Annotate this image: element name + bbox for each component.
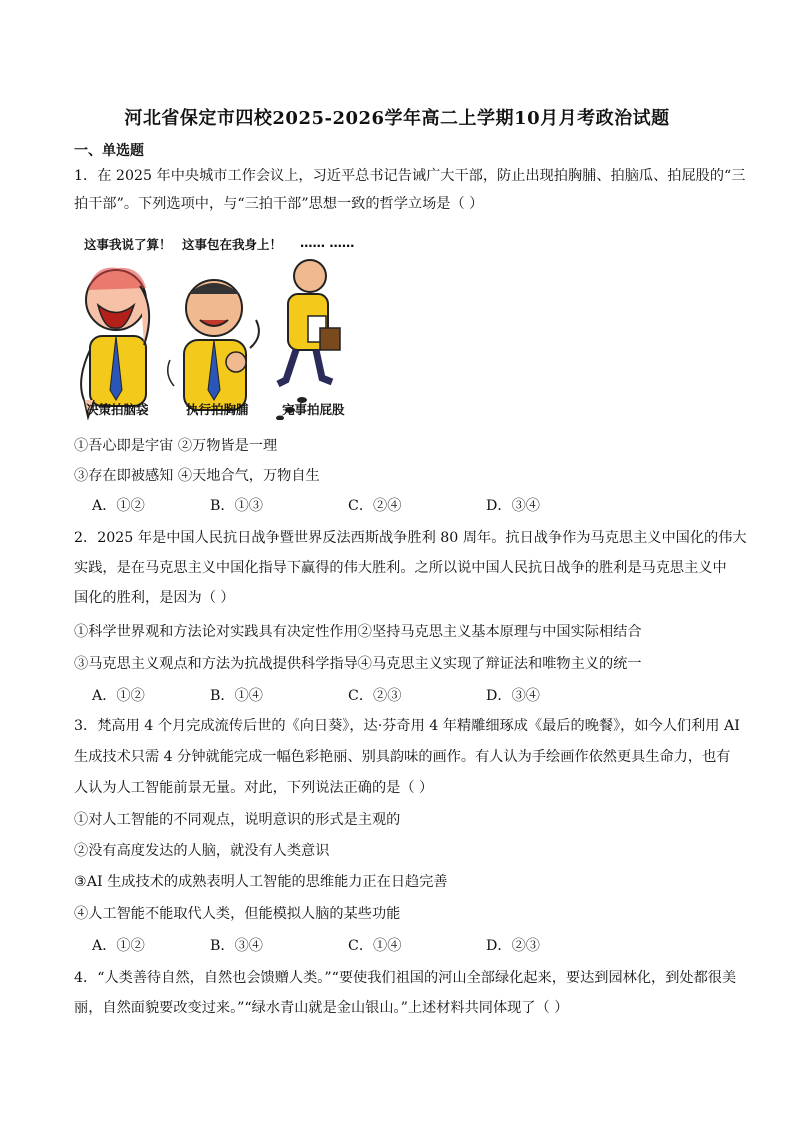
cartoon-caption-3: 完事拍屁股 — [282, 402, 345, 417]
q1-stem-line1: 1．在 2025 年中央城市工作会议上，习近平总书记告诫广大干部，防止出现拍胸脯、拍脑瓜、拍屁股的“三 — [74, 168, 746, 184]
cartoon-speech-right: …… …… — [300, 235, 355, 250]
q4-stem-line1: 4．“人类善待自然，自然也会馈赠人类。”“要使我们祖国的河山全部绿化起来，要达到园林化，到处都很美 — [74, 970, 737, 986]
q3-option-b[interactable]: B．③④ — [210, 938, 263, 954]
cartoon-figures — [74, 250, 364, 420]
q3-statement-2: ②没有高度发达的人脑，就没有人类意识 — [74, 843, 330, 859]
q2-option-c[interactable]: C．②③ — [348, 688, 402, 704]
q3-option-d[interactable]: D．②③ — [486, 938, 540, 954]
q1-cartoon-illustration — [74, 230, 364, 420]
q1-option-d[interactable]: D．③④ — [486, 498, 540, 514]
q2-option-b[interactable]: B．①④ — [210, 688, 263, 704]
q2-statement-2: ③马克思主义观点和方法为抗战提供科学指导④马克思主义实现了辩证法和唯物主义的统一 — [74, 656, 642, 672]
q1-option-c[interactable]: C．②④ — [348, 498, 402, 514]
q1-statement-2: ③存在即被感知 ④天地合气，万物自生 — [74, 468, 320, 484]
q3-option-c[interactable]: C．①④ — [348, 938, 402, 954]
q1-stem-line2: 拍干部”。下列选项中，与“三拍干部”思想一致的哲学立场是（ ） — [74, 196, 484, 212]
q2-stem-line3: 国化的胜利，是因为（ ） — [74, 590, 235, 606]
cartoon-caption-1: 决策拍脑袋 — [86, 402, 149, 417]
page-title: 河北省保定市四校2025-2026学年高二上学期10月月考政治试题 — [124, 108, 670, 129]
q2-stem-line1: 2．2025 年是中国人民抗日战争暨世界反法西斯战争胜利 80 周年。抗日战争作为马克思主义中国化的伟大 — [74, 530, 747, 546]
q3-statement-1: ①对人工智能的不同观点，说明意识的形式是主观的 — [74, 812, 401, 828]
q3-statement-4: ④人工智能不能取代人类，但能模拟人脑的某些功能 — [74, 906, 401, 922]
q3-option-a[interactable]: A．①② — [92, 938, 145, 954]
q2-option-a[interactable]: A．①② — [92, 688, 145, 704]
q3-stem-line2: 生成技术只需 4 分钟就能完成一幅色彩艳丽、别具韵味的画作。有人认为手绘画作依然更具生命力，也有 — [74, 749, 731, 765]
cartoon-caption-2: 执行拍胸脯 — [186, 402, 249, 417]
q1-option-a[interactable]: A．①② — [92, 498, 145, 514]
q3-stem-line1: 3．梵高用 4 个月完成流传后世的《向日葵》，达·芬奇用 4 年精雕细琢成《最后的晚餐》，如今人们利用 AI — [74, 718, 740, 734]
section-heading: 一、单选题 — [74, 143, 144, 159]
cartoon-figure-brain — [81, 267, 149, 418]
cartoon-figure-chest — [168, 280, 259, 410]
q3-statement-3: ③AI 生成技术的成熟表明人工智能的思维能力正在日趋完善 — [74, 874, 448, 890]
cartoon-figure-walking — [276, 260, 340, 420]
q2-option-d[interactable]: D．③④ — [486, 688, 540, 704]
q1-option-b[interactable]: B．①③ — [210, 498, 263, 514]
q3-stem-line3: 人认为人工智能前景无量。对此，下列说法正确的是（ ） — [74, 780, 434, 796]
q1-statement-1: ①吾心即是宇宙 ②万物皆是一理 — [74, 438, 278, 454]
cartoon-speech-mid: 这事包在我身上！ — [182, 237, 283, 252]
cartoon-speech-left: 这事我说了算！ — [84, 237, 172, 252]
q2-stem-line2: 实践，是在马克思主义中国化指导下赢得的伟大胜利。之所以说中国人民抗日战争的胜利是马克思主义中 — [74, 560, 727, 576]
q4-stem-line2: 丽，自然面貌要改变过来。”“绿水青山就是金山银山。”上述材料共同体现了（ ） — [74, 1000, 569, 1016]
q2-statement-1: ①科学世界观和方法论对实践具有决定性作用②坚持马克思主义基本原理与中国实际相结合 — [74, 624, 642, 640]
